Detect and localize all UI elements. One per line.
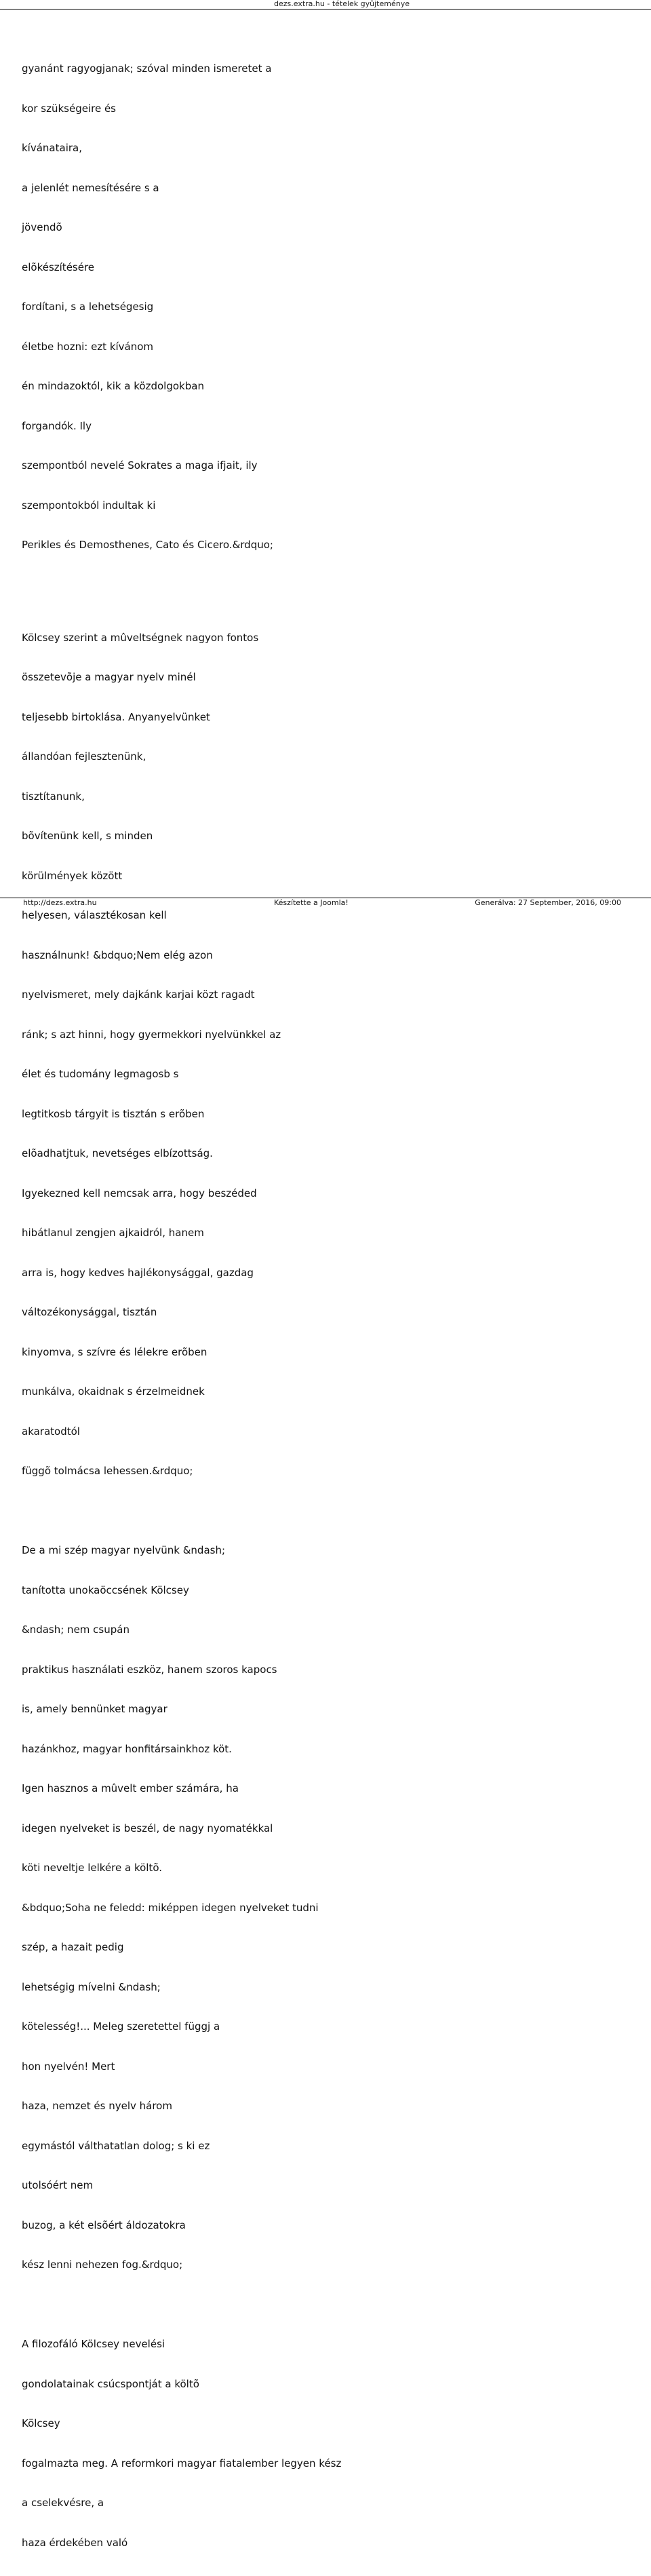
text-line: szempontból nevelé Sokrates a maga ifjait, ily (22, 459, 258, 472)
footer-generated-date: Generálva: 27 September, 2016, 09:00 (475, 898, 621, 907)
text-line: összetevõje a magyar nyelv minél (22, 671, 196, 683)
text-line: hibátlanul zengjen ajkaidról, hanem (22, 1227, 204, 1239)
paragraph-spacer (22, 579, 374, 605)
paragraph-2 (22, 605, 374, 1505)
text-line: én mindazoktól, kik a közdolgokban (22, 380, 204, 392)
text-line: idegen nyelveket is beszél, de nagy nyomatékkal (22, 1822, 273, 1834)
text-line: kor szükségeire és (22, 102, 116, 115)
text-line: használnunk! &bdquo;Nem elég azon (22, 948, 213, 961)
text-line: De a mi szép magyar nyelvünk &ndash; (22, 1544, 226, 1556)
text-line: szempontokból indultak ki (22, 499, 156, 512)
text-line: haza érdekében való (22, 2536, 128, 2549)
text-line: kinyomva, s szívre és lélekre erõben (22, 1345, 208, 1358)
text-line: tisztítanunk, (22, 790, 85, 803)
text-line: helyesen, választékosan kell (22, 909, 167, 921)
text-line: munkálva, okaidnak s érzelmeidnek (22, 1385, 205, 1398)
text-line: Kölcsey (22, 2417, 60, 2429)
text-line: A filozofáló Kölcsey nevelési (22, 2338, 165, 2350)
footer-made-with: Készítette a Joomla! (274, 898, 349, 907)
text-line: fogalmazta meg. A reformkori magyar fiatalember legyen kész (22, 2457, 342, 2469)
text-line: a cselekvésre, a (22, 2497, 104, 2509)
text-line: kívánataira, (22, 142, 82, 154)
paragraph-1 (22, 36, 374, 579)
text-line: gyanánt ragyogjanak; szóval minden ismeretet a (22, 62, 272, 75)
text-line: köti neveltje lelkére a költõ. (22, 1862, 162, 1874)
paragraph-3 (22, 1518, 374, 2299)
text-line: forgandók. Ily (22, 419, 92, 432)
text-line: állandóan fejlesztenünk, (22, 750, 146, 763)
footer-url: http://dezs.extra.hu (23, 898, 97, 907)
text-line: nyelvismeret, mely dajkánk karjai közt ragadt (22, 988, 255, 1001)
text-line: arra is, hogy kedves hajlékonysággal, gazdag (22, 1266, 254, 1279)
text-line: hazánkhoz, magyar honfitársainkhoz köt. (22, 1742, 232, 1755)
text-line: kötelesség!... Meleg szeretettel függj a (22, 2020, 220, 2033)
text-line: függõ tolmácsa lehessen.&rdquo; (22, 1465, 193, 1477)
article-body (22, 36, 374, 2576)
text-line: változékonysággal, tisztán (22, 1306, 157, 1318)
text-line: fordítani, s a lehetségesig (22, 301, 154, 313)
text-line: kész lenni nehezen fog.&rdquo; (22, 2258, 183, 2271)
text-line: bõvítenünk kell, s minden (22, 830, 153, 842)
text-line: is, amely bennünket magyar (22, 1703, 167, 1715)
text-line: haza, nemzet és nyelv három (22, 2100, 172, 2112)
text-line: élet és tudomány legmagosb s (22, 1068, 179, 1080)
text-line: életbe hozni: ezt kívánom (22, 340, 154, 353)
text-line: körülmények között (22, 869, 123, 882)
text-line: egymástól válthatatlan dolog; s ki ez (22, 2139, 210, 2152)
text-line: akaratodtól (22, 1425, 80, 1438)
text-line: Igen hasznos a mûvelt ember számára, ha (22, 1782, 239, 1794)
text-line: legtitkosb tárgyit is tisztán s erõben (22, 1107, 205, 1120)
text-line: tanította unokaöccsének Kölcsey (22, 1583, 189, 1596)
text-line: praktikus használati eszköz, hanem szoros kapocs (22, 1663, 277, 1676)
text-line: szép, a hazait pedig (22, 1941, 124, 1953)
paragraph-spacer (22, 2299, 374, 2312)
text-line: teljesebb birtoklása. Anyanyelvünket (22, 710, 210, 723)
text-line: ránk; s azt hinni, hogy gyermekkori nyelvünkkel az (22, 1028, 281, 1041)
text-line: lehetségig mívelni &ndash; (22, 1980, 161, 1993)
text-line: utolsóért nem (22, 2179, 94, 2191)
text-line: elõadhatjtuk, nevetséges elbízottság. (22, 1147, 213, 1159)
text-line: &ndash; nem csupán (22, 1623, 130, 1636)
page-header-site: dezs.extra.hu - tételek gyûjteménye (274, 0, 410, 8)
text-line: Kölcsey szerint a mûveltségnek nagyon fontos (22, 631, 259, 644)
text-line: jövendõ (22, 221, 62, 233)
text-line: elõkészítésére (22, 261, 95, 273)
text-line: buzog, a két elsõért áldozatokra (22, 2218, 186, 2231)
paragraph-spacer (22, 1505, 374, 1518)
text-line: Igyekezned kell nemcsak arra, hogy beszéded (22, 1187, 257, 1199)
text-line: a jelenlét nemesítésére s a (22, 181, 159, 194)
paragraph-4 (22, 2311, 374, 2576)
text-line: &bdquo;Soha ne feledd: miképpen idegen nyelveket tudni (22, 1901, 319, 1914)
text-line: hon nyelvén! Mert (22, 2060, 115, 2073)
text-line: Perikles és Demosthenes, Cato és Cicero.&rdquo; (22, 539, 273, 551)
text-line: gondolatainak csúcspontját a költõ (22, 2377, 199, 2390)
